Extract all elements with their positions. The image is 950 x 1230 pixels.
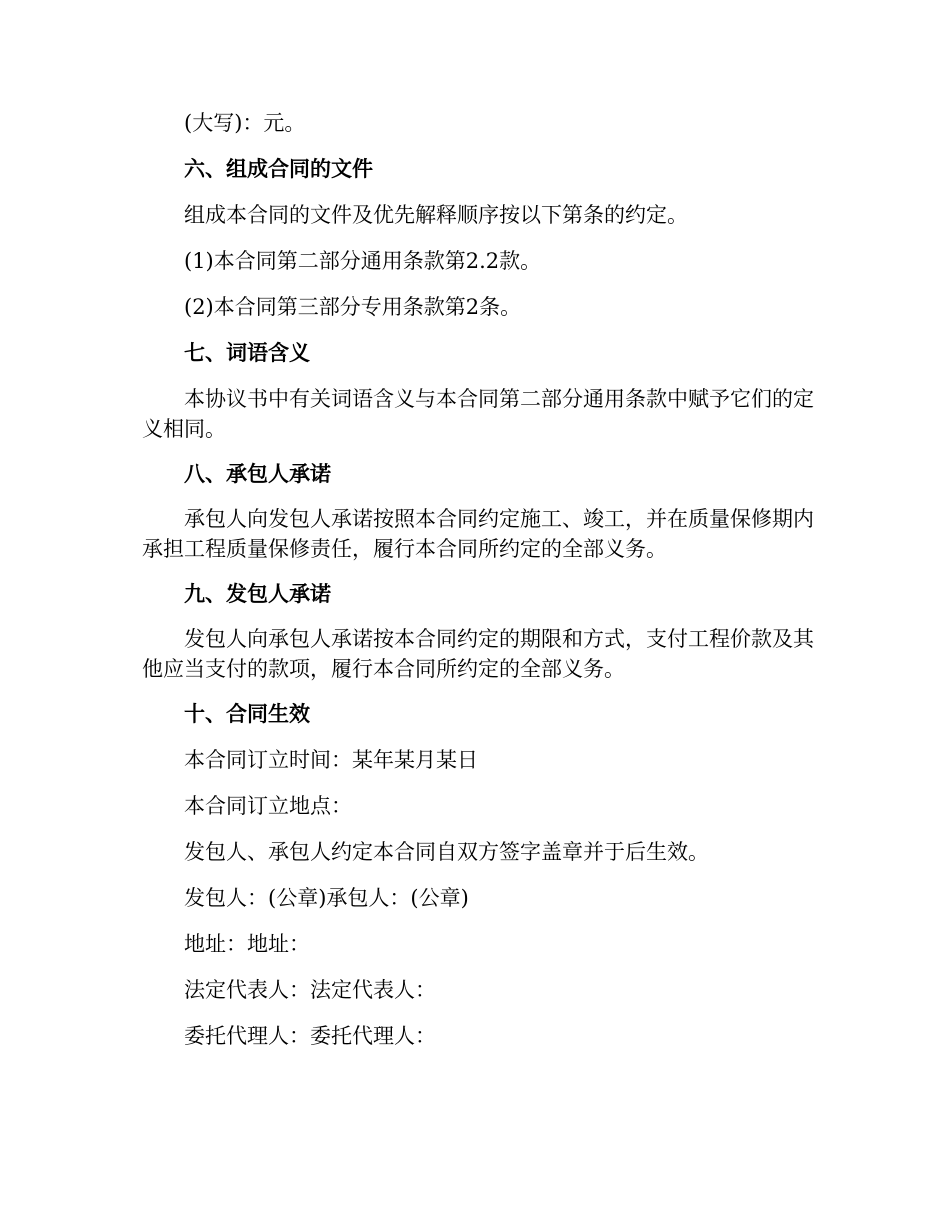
contract-place-line: 本合同订立地点：	[184, 794, 352, 818]
amount-uppercase-line: (大写)：元。	[184, 111, 306, 135]
section-7-heading: 七、词语含义	[184, 341, 310, 365]
address-line: 地址：地址：	[184, 932, 310, 956]
section-8-paragraph: 承包人向发包人承诺按照本合同约定施工、竣工，并在质量保修期内承担工程质量保修责任，履行本合同所约定的全部义务。	[142, 507, 814, 561]
section-7-paragraph: 本协议书中有关词语含义与本合同第二部分通用条款中赋予它们的定义相同。	[142, 387, 814, 441]
contract-date-line: 本合同订立时间：某年某月某日	[184, 748, 478, 772]
section-6-heading: 六、组成合同的文件	[184, 157, 373, 181]
document-body	[142, 108, 822, 1051]
legal-representative-line: 法定代表人：法定代表人：	[184, 978, 436, 1002]
section-6-item-1: (1)本合同第二部分通用条款第2.2款。	[184, 249, 542, 273]
section-6-paragraph: 组成本合同的文件及优先解释顺序按以下第条的约定。	[184, 203, 688, 227]
contract-effect-line: 发包人、承包人约定本合同自双方签字盖章并于后生效。	[184, 840, 709, 864]
seal-line: 发包人：(公章)承包人：(公章)	[184, 886, 469, 910]
section-9-heading: 九、发包人承诺	[184, 582, 331, 606]
section-9-paragraph: 发包人向承包人承诺按本合同约定的期限和方式，支付工程价款及其他应当支付的款项，履行本合同所约定的全部义务。	[142, 627, 814, 681]
section-8-heading: 八、承包人承诺	[184, 462, 331, 486]
section-6-item-2: (2)本合同第三部分专用条款第2条。	[184, 295, 522, 319]
section-10-heading: 十、合同生效	[184, 702, 310, 726]
authorized-agent-line: 委托代理人：委托代理人：	[184, 1024, 436, 1048]
